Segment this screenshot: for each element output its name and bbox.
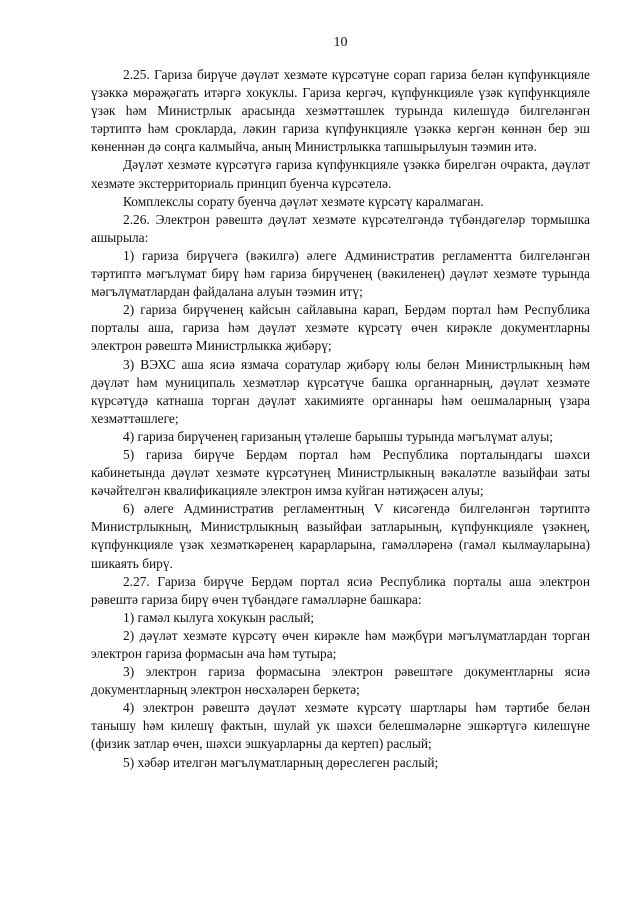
list-item-2-26-3: 3) ВЭХС аша ясиә язмача соратулар җибәрү юлы белән Министрлыкның һәм дәүләт һәм муниципаль хезмәтләр күрсәтүче башка органнарның, дәүләт хезмәте күрсәтүдә катнаша торган дәүләт хакимияте органнары һәм оешмаларның үзара хезмәттәшлеге; — [91, 356, 590, 426]
paragraph-2-26: 2.26. Электрон рәвештә дәүләт хезмәте күрсәтелгәндә түбәндәгеләр тормышка ашырыла: — [91, 211, 590, 245]
list-item-2-26-4: 4) гариза бирүченең гаризаның үтәлеше барышы турында мәгълүмат алуы; — [123, 428, 553, 444]
list-item-2-26-6: 6) әлеге Административ регламентның V кисәгендә билгеләнгән тәртиптә Министрлыкның, Министрлыкның вазыйфаи затларының, күпфункцияле үзәкнең, күпфункцияле үзәк хезмәткәренең карарларына, гамәлләренә (гамәл кылмауларына) шикаять бирү. — [91, 501, 590, 571]
list-item-2-27-2: 2) дәүләт хезмәте күрсәтү өчен кирәкле һәм мәҗбүри мәгълүматлардан торган электрон гариза формасын ача һәм тутыра; — [91, 627, 590, 661]
list-item-2-26-1: 1) гариза бирүчегә (вәкилгә) әлеге Административ регламентта билгеләнгән тәртиптә мәгълүмат бирү һәм гариза бирүченең (вәкиленең) дәүләт хезмәте турында мәгълүматлардан файдалана алуын тәэмин итү; — [91, 247, 590, 300]
list-item-2-26-5: 5) гариза бирүче Бердәм портал һәм Республика порталындагы шәхси кабинетында дәүләт хезмәте күрсәтүнең Министрлыкның вәкаләтле вазыйфаи заты кәчәйтелгән квалификацияле электрон имза куйган нәтиҗәсен алуы; — [91, 446, 590, 499]
paragraph-2-25: 2.25. Гариза бирүче дәүләт хезмәте күрсәтүне сорап гариза белән күпфункцияле үзәккә мөрәҗәгать итәргә хокуклы. Гариза кергәч, күпфункцияле үзәк күпфункцияле үзәк һәм Министрлык арасында хезмәттәшлек турында килешүдә билгеләнгән тәртиптә һәм срокларда, ләкин гариза күпфункцияле үзәккә кергән көннән бер эш көненнән дә соңга калмыйча, аның Министрлыкка тапшырылуын тәэмин итә. — [91, 67, 590, 155]
list-item-2-26-2: 2) гариза бирүченең кайсын сайлавына карап, Бердәм портал һәм Республика порталы аша, гариза һәм дәүләт хезмәте күрсәтү өчен кирәкле документларны электрон рәвештә Министрлыкка җибәрү; — [91, 302, 590, 354]
list-item-2-27-5: 5) хәбәр ителгән мәгълүматларның дөреслеген раслый; — [123, 754, 439, 770]
list-item-2-27-4: 4) электрон рәвештә дәүләт хезмәте күрсәтү шартлары һәм тәртибе белән танышу һәм килешү фактын, шулай ук шәхси белешмәләрне эшкәртүгә килешүне (физик затлар өчен, шәхси эшкуарларны да кертеп) раслый; — [91, 700, 590, 752]
paragraph-complex-request: Комплекслы сорату буенча дәүләт хезмәте күрсәтү каралмаган. — [123, 193, 484, 209]
list-item-2-27-1: 1) гамәл кылуга хокукын раслый; — [123, 609, 315, 625]
paragraph-extraterritorial: Дәүләт хезмәте күрсәтүгә гариза күпфункцияле үзәккә бирелгән очракта, дәүләт хезмәте экстерриториаль принцип буенча күрсәтелә. — [91, 157, 590, 191]
paragraph-2-27: 2.27. Гариза бирүче Бердәм портал ясиә Республика порталы аша электрон рәвештә гариза бирү өчен түбәндәге гамәлләрне башкара: — [91, 573, 590, 607]
list-item-2-27-3: 3) электрон гариза формасына электрон рәвештәге документларны ясиә документларның электрон нөсхәләрен беркетә; — [91, 664, 590, 698]
page-number: 10 — [333, 35, 348, 50]
